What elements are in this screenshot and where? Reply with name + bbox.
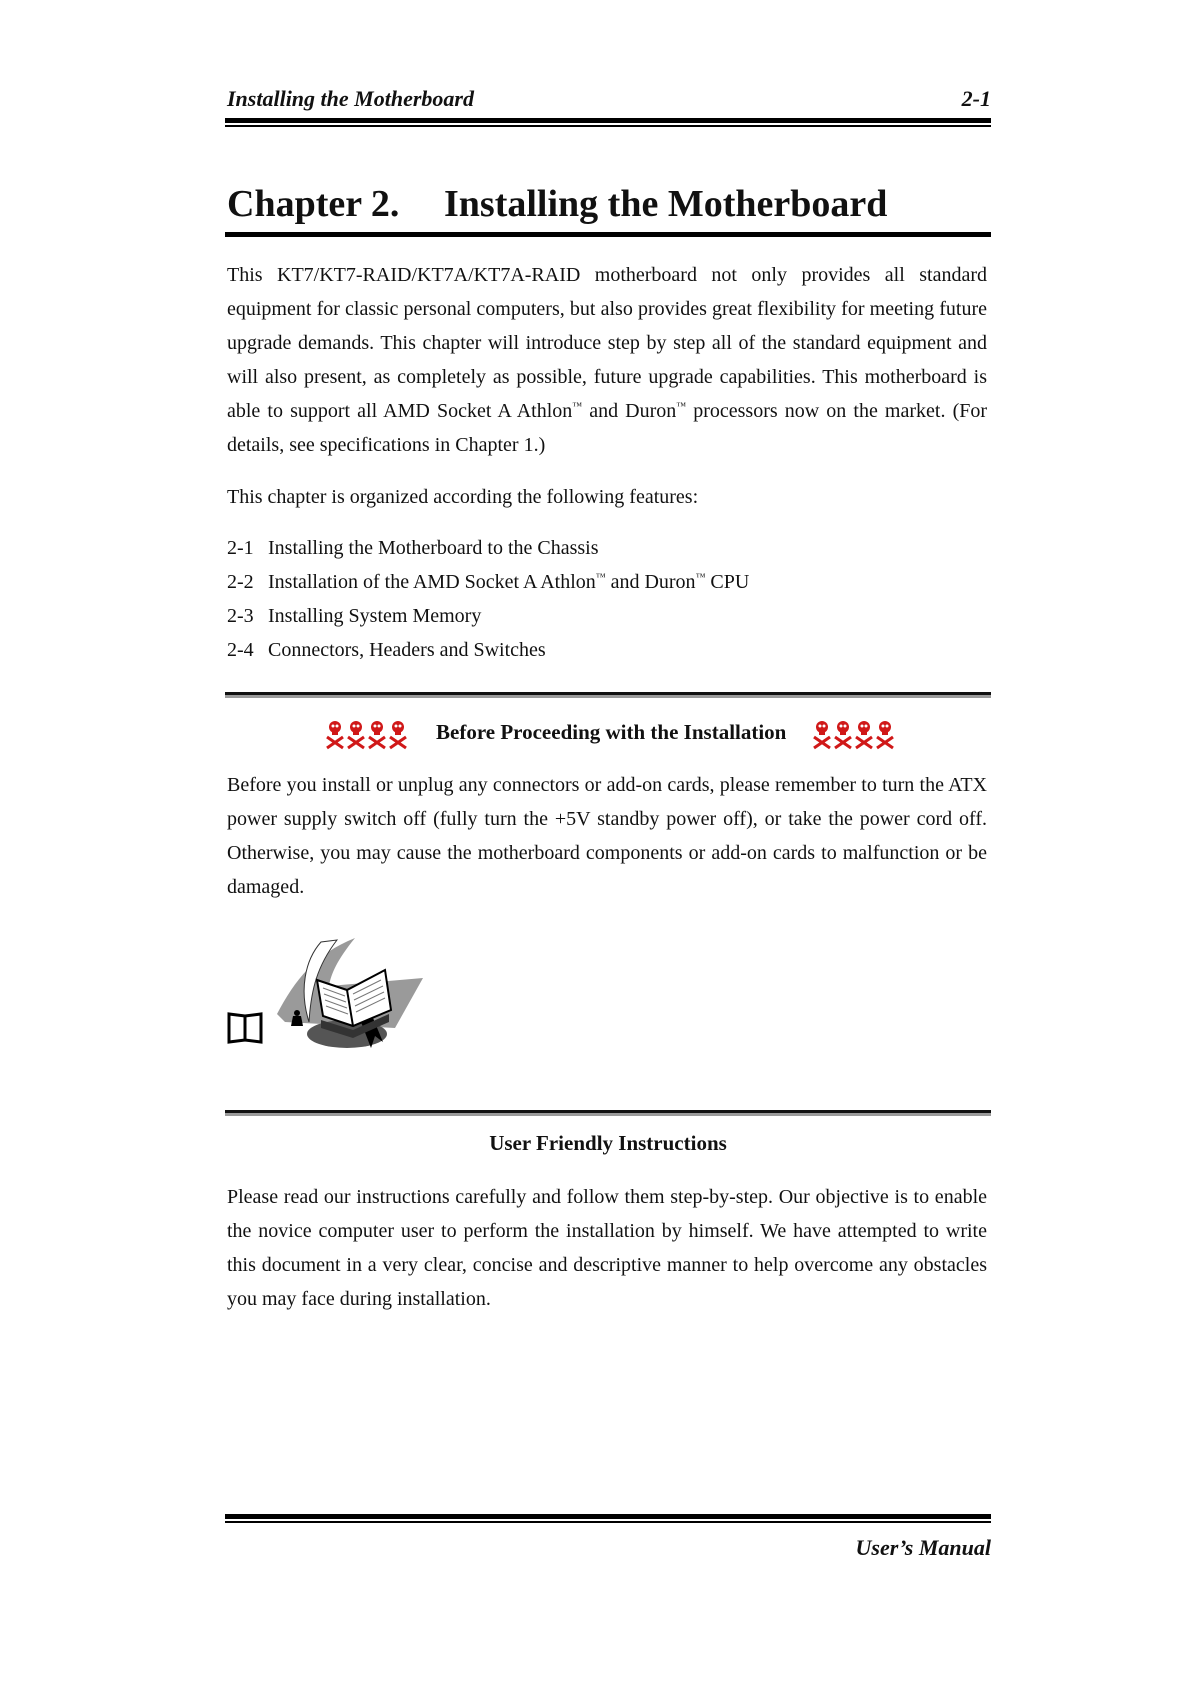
organized-text: This chapter is organized according the following features: [227, 486, 699, 508]
header-rule-thick [225, 118, 991, 123]
list-item: 2-2 Installation of the AMD Socket A Athlon™ and Duron™ CPU [227, 571, 750, 593]
skull-warning-icon [325, 718, 409, 750]
chapter-rule [225, 232, 991, 237]
skull-warning-icon [812, 718, 896, 750]
warning-heading-row [225, 718, 991, 750]
footer-rule-thick [225, 1514, 991, 1519]
section-separator [225, 1110, 991, 1116]
warning-title: Before Proceeding with the Installation [436, 720, 787, 744]
small-book-icon [229, 1014, 261, 1042]
section-separator [225, 692, 991, 698]
page-number: 2-1 [961, 86, 991, 111]
open-book-illustration-icon [225, 930, 425, 1054]
list-item: 2-4 Connectors, Headers and Switches [227, 639, 546, 661]
chapter-heading [227, 182, 887, 226]
chapter-title: Installing the Motherboard [444, 183, 888, 225]
chapter-number: Chapter 2. [227, 183, 400, 225]
footer-rule-thin [225, 1521, 991, 1523]
running-header-title: Installing the Motherboard [227, 86, 474, 111]
list-item: 2-1 Installing the Motherboard to the Chassis [227, 537, 599, 559]
footer-text: User’s Manual [855, 1535, 991, 1560]
user-friendly-title: User Friendly Instructions [489, 1131, 727, 1155]
warning-paragraph: Before you install or unplug any connectors or add-on cards, please remember to turn the ATX power supply switch off (fully turn the +5V standby power off), or take the power cord off. Otherwise, you may cause the motherboard components or add-on cards to malfunction or be damaged. [227, 774, 987, 898]
intro-paragraph: This KT7/KT7-RAID/KT7A/KT7A-RAID motherboard not only provides all standard equipment for classic personal computers, but also provides great flexibility for meeting future upgrade demands. This chapter will introduce step by step all of the standard equipment and will also present, as completely as possible, future upgrade capabilities. This motherboard is able to support all AMD Socket A Athlon™ and Duron™ processors now on the market. (For details, see specifications in Chapter 1.) [227, 264, 988, 456]
user-friendly-paragraph: Please read our instructions carefully and follow them step-by-step. Our objective is to enable the novice computer user to perform the installation by himself. We have attempted to write this document in a very clear, concise and descriptive manner to help overcome any obstacles you may face during installation. [227, 1186, 987, 1310]
list-item: 2-3 Installing System Memory [227, 605, 482, 627]
header-rule-thin [225, 125, 991, 127]
